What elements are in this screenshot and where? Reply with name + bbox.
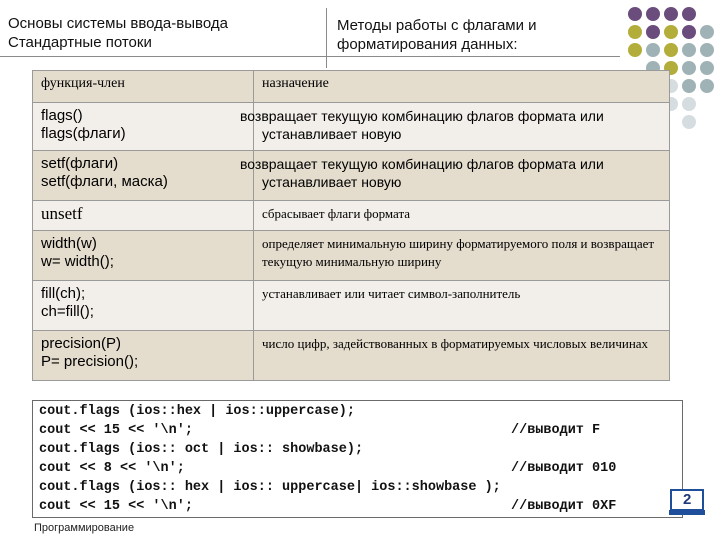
dot-gray <box>700 25 714 39</box>
column-header-purpose: назначение <box>254 71 670 103</box>
table-row <box>33 231 670 281</box>
dot-purple <box>664 7 678 21</box>
page-number: 2 <box>683 491 692 508</box>
purpose-cell: определяет минимальную ширину форматируемого поля и возвращает текущую минимальную ширину <box>254 231 670 281</box>
function-cell: setf(флаги) setf(флаги, маска) <box>33 151 254 201</box>
header-right-title: Методы работы с флагами и форматирования данных: <box>337 17 537 53</box>
dot-light <box>682 97 696 111</box>
code-comment: //выводит 0XF <box>511 499 617 514</box>
code-line: cout.flags (ios::hex | ios::uppercase); <box>39 404 355 419</box>
page-number-badge <box>669 488 705 516</box>
dot-gray <box>700 61 714 75</box>
table-row <box>33 331 670 381</box>
header-divider-horizontal <box>0 56 620 57</box>
function-cell: precision(P) P= precision(); <box>33 331 254 381</box>
dot-gray <box>700 79 714 93</box>
table-row <box>33 201 670 231</box>
code-comment: //выводит F <box>511 423 601 438</box>
purpose-cell: возвращает текущую комбинацию флагов формата или устанавливает новую <box>254 151 670 201</box>
function-cell: fill(ch); ch=fill(); <box>33 281 254 331</box>
function-cell: width(w) w= width(); <box>33 231 254 281</box>
dot-olive <box>664 43 678 57</box>
dot-purple <box>646 25 660 39</box>
table-header-row <box>33 71 670 103</box>
purpose-cell: число цифр, задействованных в форматируемых числовых величинах <box>254 331 670 381</box>
header-left-title: Основы системы ввода-вывода Стандартные потоки <box>8 15 228 51</box>
purpose-cell: возвращает текущую комбинацию флагов формата или устанавливает новую <box>254 103 670 151</box>
dot-light <box>682 115 696 129</box>
dot-purple <box>646 7 660 21</box>
code-line: cout.flags (ios:: oct | ios:: showbase); <box>39 442 364 457</box>
dot-gray <box>646 43 660 57</box>
dot-purple <box>628 7 642 21</box>
purpose-cell: устанавливает или читает символ-заполнитель <box>254 281 670 331</box>
dot-gray <box>682 43 696 57</box>
dot-gray <box>700 43 714 57</box>
function-cell: flags() flags(флаги) <box>33 103 254 151</box>
function-cell: unsetf <box>33 201 254 231</box>
dot-gray <box>682 61 696 75</box>
code-comment: //выводит 010 <box>511 461 617 476</box>
code-example-box <box>32 400 683 518</box>
code-line: cout.flags (ios:: hex | ios:: uppercase| ios::showbase ); <box>39 480 501 495</box>
dot-olive <box>628 25 642 39</box>
table-row <box>33 103 670 151</box>
flags-methods-table <box>32 70 670 381</box>
table-row <box>33 151 670 201</box>
code-line: cout << 15 << '\n'; <box>39 499 193 514</box>
header-divider-vertical <box>326 8 327 68</box>
dot-purple <box>682 25 696 39</box>
code-line: cout << 8 << '\n'; <box>39 461 185 476</box>
table-row <box>33 281 670 331</box>
code-line: cout << 15 << '\n'; <box>39 423 193 438</box>
footer-text: Программирование <box>34 522 135 534</box>
dot-purple <box>682 7 696 21</box>
dot-olive <box>664 25 678 39</box>
dot-olive <box>628 43 642 57</box>
purpose-cell: сбрасывает флаги формата <box>254 201 670 231</box>
dot-gray <box>682 79 696 93</box>
column-header-function: функция-член <box>33 71 254 103</box>
